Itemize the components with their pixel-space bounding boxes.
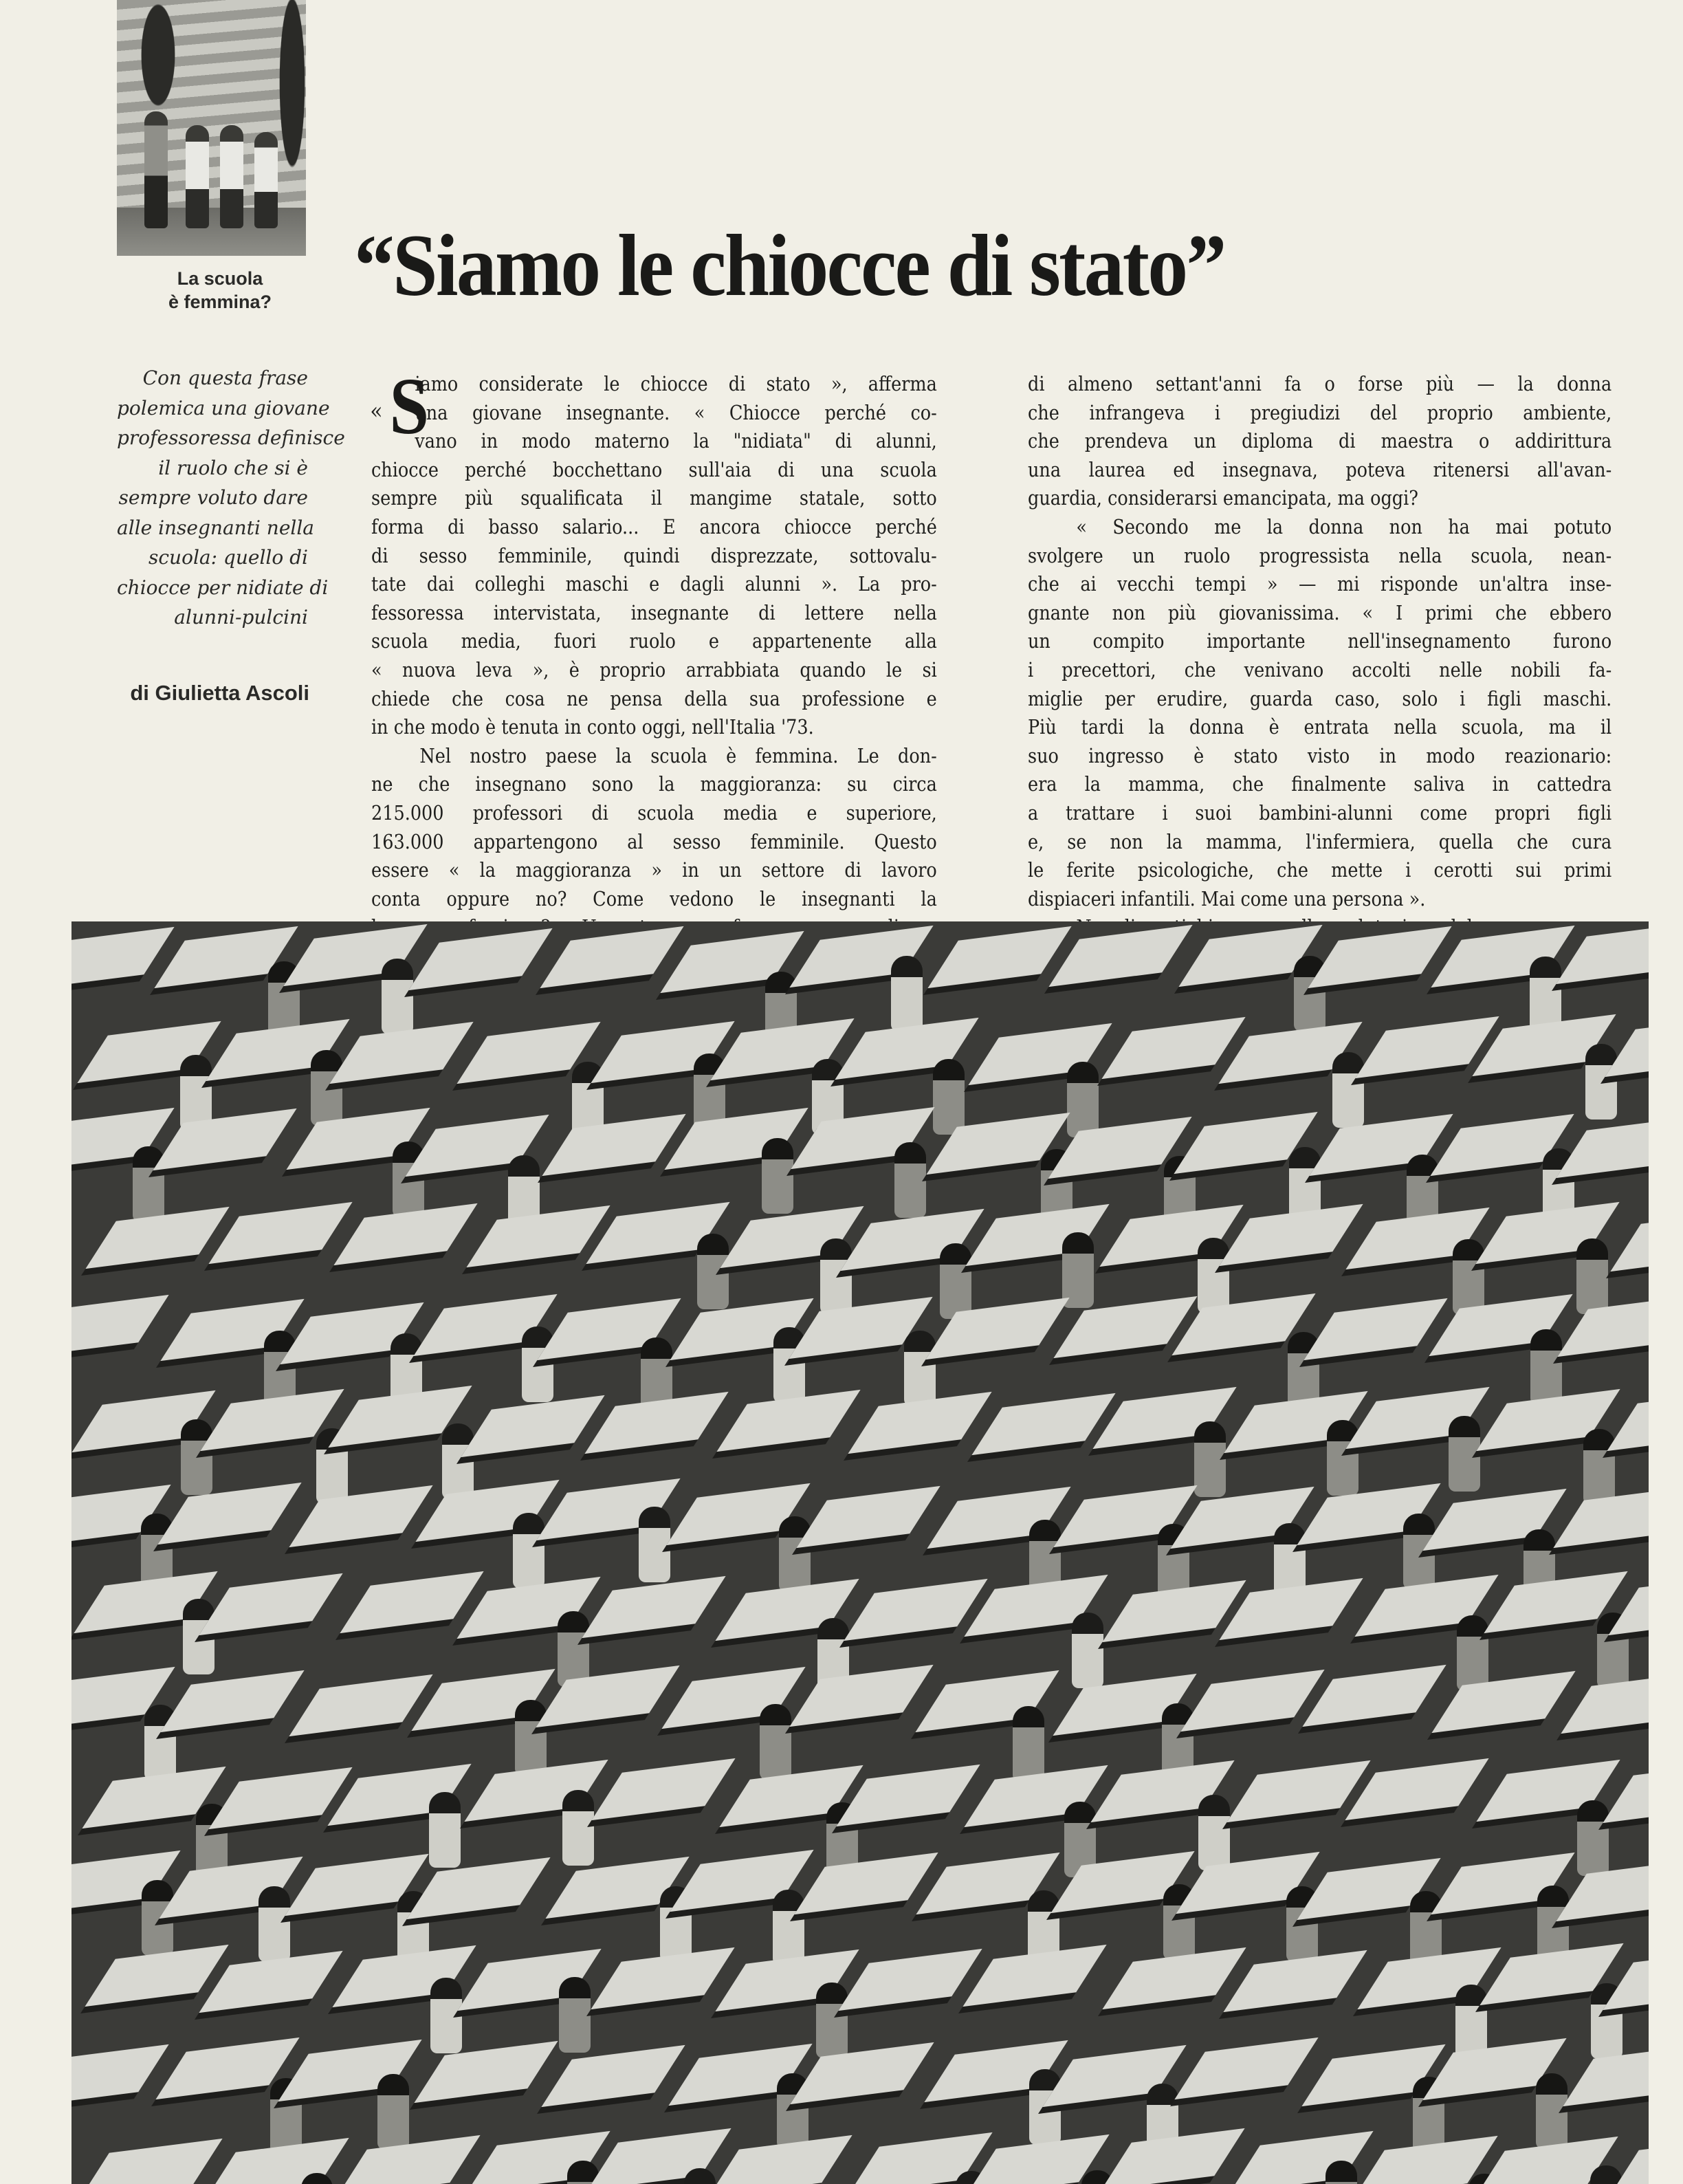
person (377, 2074, 409, 2150)
person (1530, 1329, 1562, 1405)
dek-line: polemica una giovane (117, 396, 330, 419)
person (1062, 1232, 1094, 1308)
text-line: i precettori, che venivano accolti nelle nobili fa- (1028, 657, 1612, 681)
dek-line: chiocce per nidiate di (117, 576, 329, 599)
person (779, 1516, 811, 1592)
desk (971, 1393, 1115, 1454)
desk (836, 1765, 980, 1826)
person (522, 1326, 553, 1402)
text-line: che ai vecchi tempi » — mi risponde un'altra inse- (1028, 572, 1612, 596)
text-line: guardia, considerarsi emancipata, ma oggi? (1028, 486, 1418, 510)
text-line: le ferite psicologiche, che mette i cerotti sui primi (1028, 858, 1612, 882)
person (515, 1700, 547, 1776)
desk (1220, 1204, 1363, 1266)
dek-line: Con questa frase (142, 367, 308, 389)
text-line: scuola media, fuori ruolo e appartenente alla (371, 629, 937, 653)
desk (85, 1207, 229, 1269)
person (940, 1243, 971, 1319)
text-line: una giovane insegnante. « Chiocce perché co- (415, 400, 937, 424)
desk (585, 1392, 729, 1454)
text-line: un compito importante nell'insegnamento furono (1028, 629, 1612, 653)
text-line: fessoressa intervistata, insegnante di lettere nella (371, 600, 937, 624)
child-figure (220, 125, 243, 228)
text-line: Più tardi la donna è entrata nella scuola, ma il (1028, 715, 1612, 739)
person (1577, 1800, 1609, 1876)
person (1403, 1514, 1435, 1589)
dropcap-quote: « (370, 397, 383, 425)
text-line: di sesso femminile, quindi disprezzate, sottovalu- (371, 543, 937, 567)
text-line: ne che insegnano sono la maggioranza: su circa (371, 772, 937, 796)
side-photo-caption (138, 267, 302, 314)
person (1453, 1239, 1484, 1315)
desk (844, 1578, 988, 1640)
person (1013, 1706, 1044, 1782)
text-line: chiede che cosa ne pensa della sua professione e (371, 686, 937, 710)
child-figure (186, 125, 209, 228)
desk (796, 1486, 940, 1548)
person (430, 1978, 462, 2053)
text-line: di almeno settant'anni fa o forse più — la donna (1028, 372, 1612, 395)
text-line: chiocce perché bocchettano sull'aia di una scuola (371, 457, 937, 481)
desk (1605, 1015, 1649, 1077)
desk (160, 1670, 304, 1732)
text-line: suo ingresso è stato visto in modo reazionario: (1028, 743, 1612, 767)
person (258, 1886, 290, 1962)
desk (329, 1022, 473, 1084)
person (639, 1507, 670, 1582)
desk (333, 1203, 477, 1265)
text-line: miglie per erudire, guarda caso, solo i figli maschi. (1028, 686, 1612, 710)
desk (408, 928, 552, 990)
desk (962, 1945, 1106, 2007)
desk (542, 1113, 686, 1175)
person (762, 1138, 793, 1214)
person (760, 1704, 791, 1780)
desk (72, 1295, 168, 1357)
person (1326, 2161, 1357, 2184)
desk (838, 1949, 982, 2011)
person (1198, 1795, 1230, 1870)
desk (1610, 1210, 1649, 1271)
person (1585, 1044, 1617, 1120)
person (773, 1327, 805, 1403)
person (820, 1238, 852, 1314)
person (382, 959, 413, 1034)
person (1072, 1613, 1103, 1688)
text-line: svolgere un ruolo progressista nella scuola, nean- (1028, 543, 1612, 567)
text-line: che prendeva un diploma di maestra o addirittura (1028, 429, 1612, 453)
desk (541, 2045, 685, 2107)
person (933, 1059, 965, 1135)
dek-line: alle insegnanti nella (117, 516, 314, 539)
text-line: una laurea ed insegnava, poteva ritenersi all'avan- (1028, 457, 1612, 481)
desk (1103, 1947, 1246, 2009)
text-line: era la mamma, che finalmente saliva in cattedra (1028, 772, 1612, 796)
text-line: gnante non più giovanissima. « I primi che ebbero (1028, 600, 1612, 624)
person (558, 1611, 589, 1687)
person (1029, 2069, 1061, 2145)
desk (1048, 925, 1192, 987)
person (1537, 1886, 1569, 1961)
person (1194, 1421, 1226, 1497)
desk (208, 1201, 352, 1263)
person (1198, 1238, 1229, 1313)
text-line: vano in modo materno la "nidiata" di alunni, (415, 429, 937, 453)
desk (406, 1857, 550, 1919)
text-line: conta oppure no? Come vedono le insegnanti la (371, 886, 937, 910)
dek-line: sempre voluto dare (118, 486, 308, 509)
text-line: in che modo è tenuta in conto oggi, nell'Italia '73. (371, 715, 814, 739)
desk (1101, 1017, 1245, 1079)
text-line: sempre più squalificata il mangime statale, sotto (371, 486, 937, 510)
desk (79, 2139, 223, 2184)
desk (199, 1951, 343, 2013)
desk (1181, 1670, 1325, 1732)
person (891, 956, 923, 1031)
person (1332, 1052, 1364, 1128)
person (562, 1790, 594, 1866)
person (513, 1513, 544, 1588)
desk (789, 1665, 933, 1727)
person (181, 1419, 212, 1495)
desk (1431, 1671, 1575, 1733)
person (429, 1792, 461, 1868)
desk (199, 1573, 343, 1635)
text-line: tate dai colleghi maschi e dagli alunni ». La pro- (371, 572, 937, 596)
text-line: essere « la maggioranza » in un settore di lavoro (371, 858, 937, 882)
byline: di Giulietta Ascoli (130, 681, 309, 705)
desk (1556, 1116, 1649, 1178)
person (1449, 1416, 1480, 1492)
text-line: e, se non la mamma, l'infermiera, quella che cura (1028, 829, 1612, 853)
text-line: Nel nostro paese la scuola è femmina. Le don- (419, 743, 937, 767)
article-headline: “Siamo le chiocce di stato” (354, 217, 1225, 314)
person (311, 1050, 342, 1126)
person (133, 1146, 164, 1222)
desk (1304, 1298, 1448, 1360)
dek-line: il ruolo che si è (158, 456, 308, 479)
desk (461, 1395, 605, 1457)
caption-line: La scuola (177, 268, 263, 289)
text-line: « Secondo me la donna non ha mai potuto (1076, 514, 1612, 538)
dropcap-letter: S (389, 361, 430, 451)
person (894, 1142, 926, 1218)
desk (72, 2044, 169, 2106)
text-line: 215.000 professori di scuola media e superiore, (371, 800, 937, 825)
desk (795, 1853, 938, 1914)
text-line: iamo considerate le chiocce di stato », afferma (415, 372, 937, 395)
child-figure (254, 132, 278, 228)
person (697, 1234, 729, 1309)
desk (591, 1947, 735, 2009)
article-column-1 (370, 361, 937, 942)
person (1583, 1429, 1615, 1505)
desk (1223, 1950, 1367, 2012)
person (559, 1977, 591, 2053)
desk (716, 1389, 860, 1451)
desk (1302, 1665, 1446, 1727)
person (393, 1142, 424, 1217)
text-line: « nuova leva », è proprio arrabbiata quando le si (371, 657, 937, 681)
desk (927, 926, 1071, 988)
dek-line: professoressa definisce (117, 426, 345, 449)
desk (153, 1109, 296, 1170)
dek-line: scuola: quello di (148, 546, 308, 569)
desk (1175, 2038, 1319, 2099)
desk (1308, 926, 1451, 988)
person (442, 1423, 474, 1499)
main-photo (72, 921, 1649, 2184)
desk (591, 1758, 735, 1820)
person (1576, 1238, 1608, 1314)
article-dek (117, 363, 345, 633)
text-line: che infrangeva i pregiudizi del proprio ambiente, (1028, 400, 1612, 424)
desk (791, 2042, 934, 2104)
person (773, 1890, 804, 1965)
text-line: dispiaceri infantili. Mai come una persona ». (1028, 886, 1426, 910)
desk (157, 1483, 301, 1544)
caption-line: è femmina? (168, 292, 272, 312)
person (183, 1599, 214, 1674)
desk (1345, 1758, 1489, 1820)
side-photo (117, 0, 306, 256)
person (1536, 2073, 1568, 2149)
desk (540, 926, 684, 988)
desk (289, 1674, 432, 1736)
person (816, 1983, 848, 2058)
desk (848, 1392, 991, 1454)
text-line: forma di basso salario... E ancora chiocce perché (371, 514, 937, 538)
person (1457, 1615, 1488, 1691)
article-column-2 (1028, 370, 1612, 942)
desk (289, 1485, 432, 1547)
person (1327, 1420, 1358, 1496)
text-line: a trattare i suoi bambini-alunni come propri figli (1028, 800, 1612, 825)
dek-line: alunni-pulcini (174, 606, 308, 629)
person (142, 1880, 173, 1956)
person (1067, 1062, 1099, 1137)
person (904, 1331, 936, 1406)
person (1530, 957, 1561, 1032)
teacher-figure (144, 111, 168, 228)
desk (582, 1576, 725, 1638)
text-line: 163.000 appartengono al sesso femminile. Questo (371, 829, 937, 853)
desk (85, 1945, 229, 2007)
desk (340, 1571, 483, 1633)
desk (1101, 2128, 1244, 2184)
